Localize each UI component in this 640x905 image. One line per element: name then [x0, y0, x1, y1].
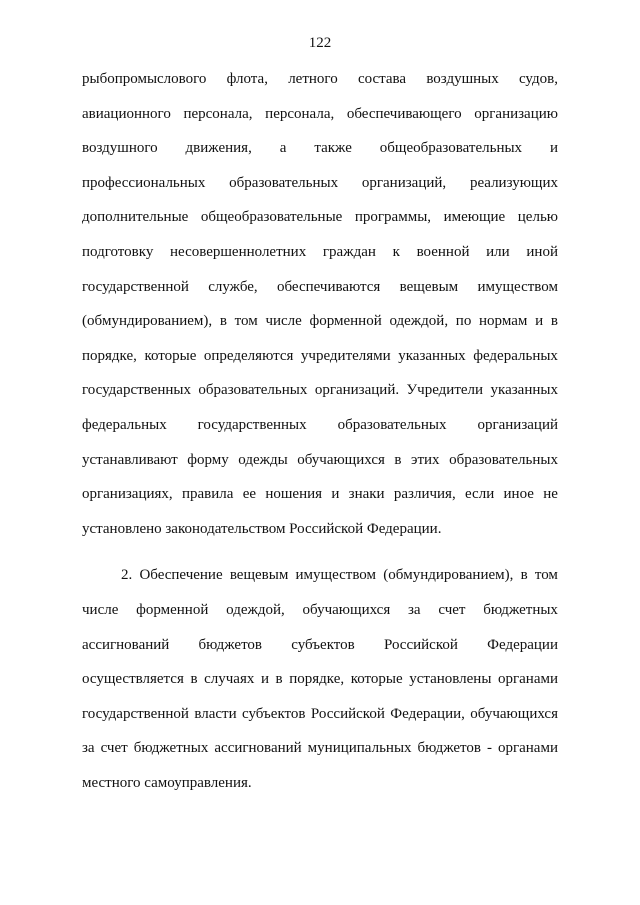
text-line: устанавливают форму одежды обучающихся в этих образовательных — [82, 451, 558, 468]
text-line: организациях, правила ее ношения и знаки различия, если иное не — [82, 486, 558, 503]
paragraph — [82, 68, 558, 552]
text-line: ассигнований бюджетов субъектов Российской Федерации — [82, 636, 558, 653]
text-line: государственной власти субъектов Российской Федерации, обучающихся — [82, 705, 558, 722]
paragraph-gap — [82, 552, 558, 564]
text-line: (обмундированием), в том числе форменной одеждой, по нормам и в — [82, 313, 558, 330]
text-line: федеральных государственных образовательных организаций — [82, 416, 558, 433]
body-text — [82, 68, 558, 806]
text-line: рыбопромыслового флота, летного состава воздушных судов, — [82, 71, 558, 87]
text-line: профессиональных образовательных организаций, реализующих — [82, 174, 558, 191]
text-line: воздушного движения, а также общеобразовательных и — [82, 140, 558, 157]
text-line: авиационного персонала, персонала, обеспечивающего организацию — [82, 105, 558, 122]
paragraph — [82, 564, 558, 806]
text-line: порядке, которые определяются учредителями указанных федеральных — [82, 347, 558, 364]
text-line: осуществляется в случаях и в порядке, которые установлены органами — [82, 671, 558, 688]
text-line: государственных образовательных организаций. Учредители указанных — [82, 382, 558, 399]
text-line: установлено законодательством Российской Федерации. — [82, 520, 442, 537]
text-line: дополнительные общеобразовательные программы, имеющие целью — [82, 209, 558, 226]
text-line: числе форменной одеждой, обучающихся за счет бюджетных — [82, 601, 558, 618]
text-line: за счет бюджетных ассигнований муниципальных бюджетов - органами — [82, 740, 558, 757]
text-line: государственной службе, обеспечиваются вещевым имуществом — [82, 278, 558, 295]
text-line: 2. Обеспечение вещевым имуществом (обмундированием), в том — [121, 567, 558, 584]
text-line: местного самоуправления. — [82, 774, 252, 791]
page-number: 122 — [308, 35, 332, 51]
text-line: подготовку несовершеннолетних граждан к военной или иной — [82, 243, 558, 260]
